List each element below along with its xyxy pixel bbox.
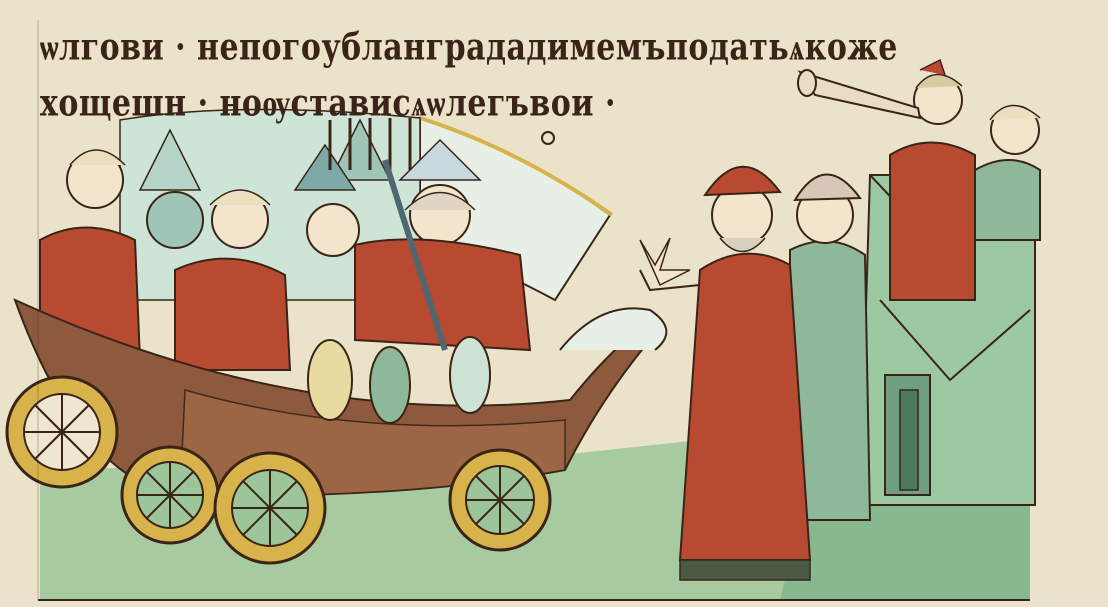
manuscript-line-1: ѡлгови · непогоубланградадимемъподатьѧкоже (40, 25, 898, 70)
manuscript-line-2: хощешн · ноѹстависѧѡлегъвои · (40, 81, 616, 126)
